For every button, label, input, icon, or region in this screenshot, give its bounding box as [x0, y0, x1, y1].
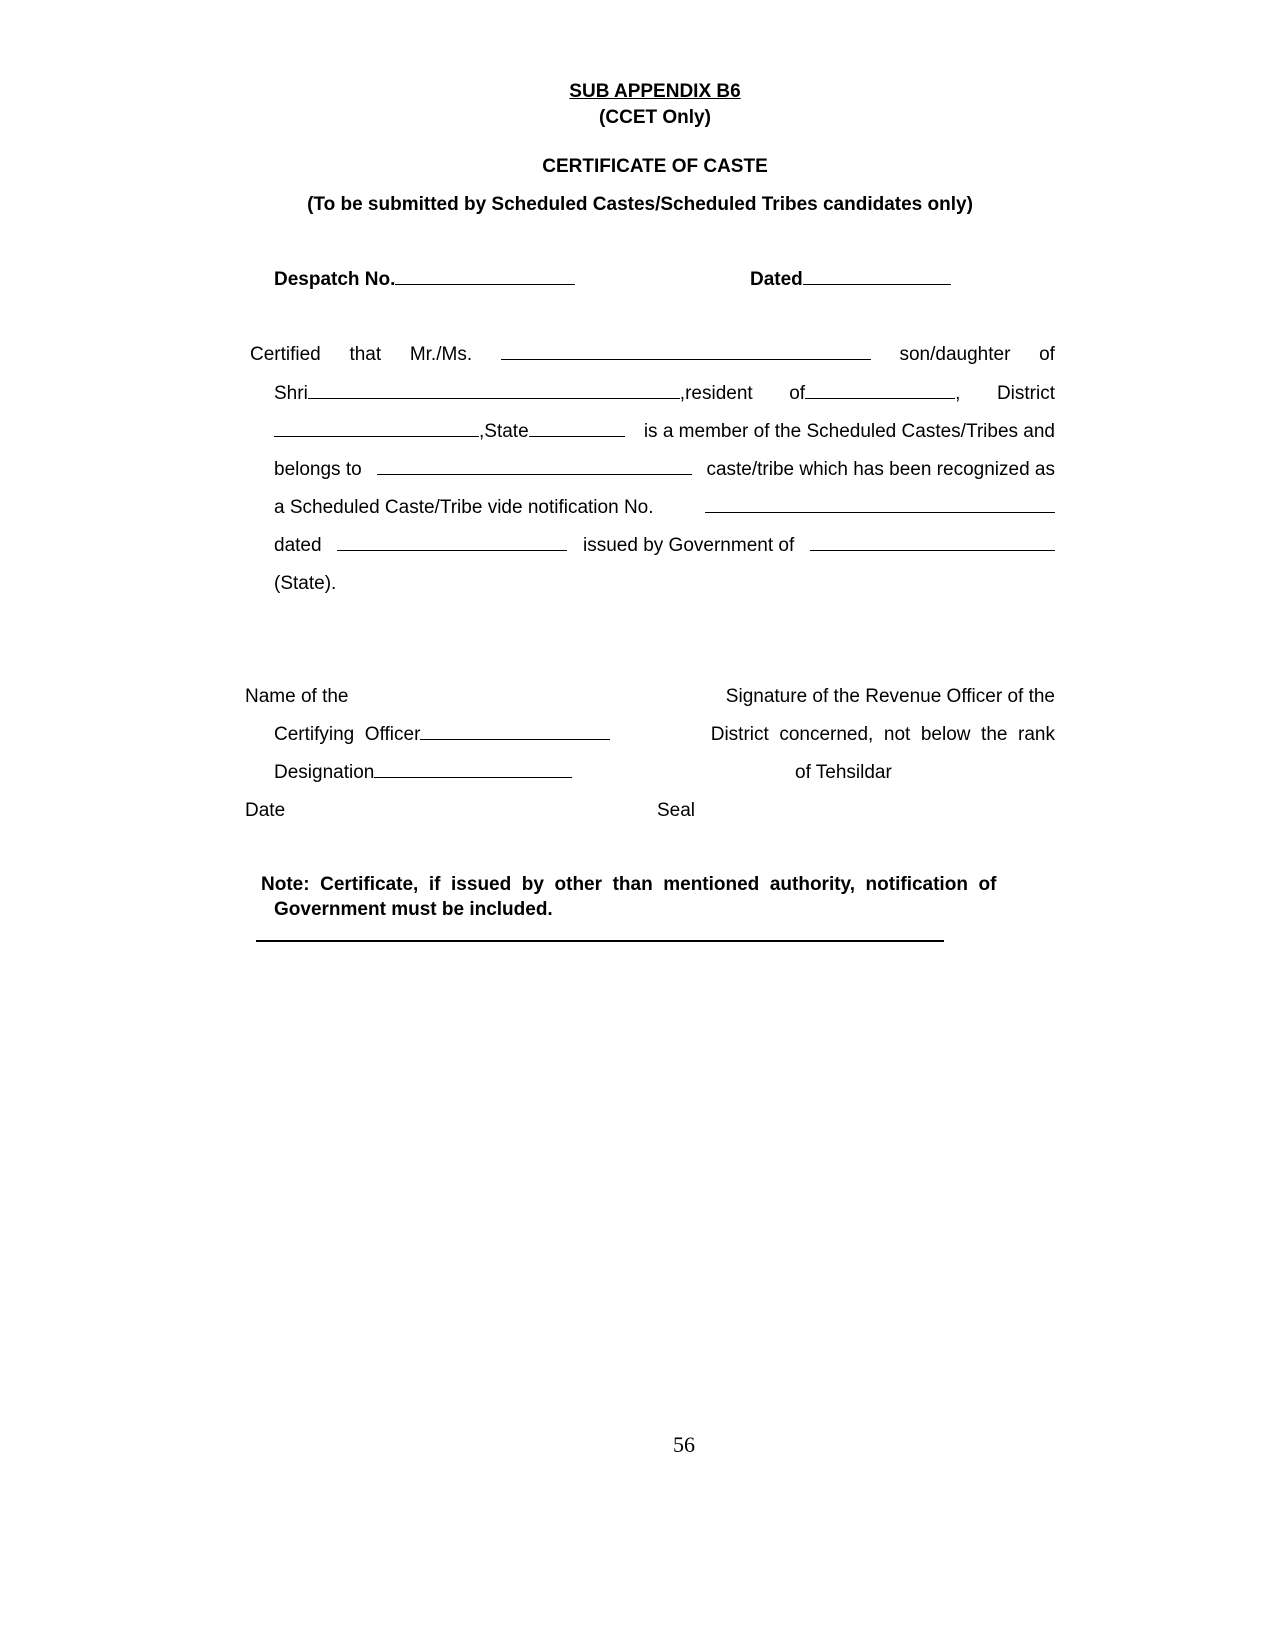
instruction-text: (To be submitted by Scheduled Castes/Scheduled Tribes candidates only) [307, 194, 973, 215]
horizontal-rule [256, 940, 944, 942]
government-blank [810, 534, 1055, 551]
member-text: is a member of the Scheduled Castes/Tribes and [643, 421, 1055, 442]
body-line-2 [274, 382, 1055, 406]
notification-date-blank [337, 534, 567, 551]
issued-by-text: issued by Government of [583, 535, 795, 556]
signature-line-1: Signature of the Revenue Officer of the [725, 686, 1055, 707]
residence-blank [805, 382, 955, 399]
state-blank [529, 420, 625, 437]
mr-ms-word: Mr./Ms. [409, 344, 473, 365]
notification-no-blank [705, 496, 1055, 513]
designation-field [274, 761, 572, 785]
caste-blank [377, 458, 692, 475]
name-of-the-label: Name of the [245, 686, 349, 707]
certifying-officer-blank [420, 723, 610, 740]
appendix-subtitle: (CCET Only) [599, 107, 711, 128]
despatch-no-field [274, 268, 575, 292]
body-line-1 [250, 343, 1055, 367]
signature-line-3: of Tehsildar [795, 762, 892, 783]
note-line-1: Note: Certificate, if issued by other than mentioned authority, notification of [261, 874, 997, 895]
seal-label: Seal [657, 800, 696, 821]
body-line-6 [274, 534, 1055, 558]
district-blank [274, 420, 479, 437]
notification-text: a Scheduled Caste/Tribe vide notification No. [274, 497, 654, 518]
that-word: that [349, 344, 382, 365]
designation-blank [374, 761, 572, 778]
certified-word: Certified [250, 344, 321, 365]
note-line-2: Government must be included. [274, 899, 553, 920]
candidate-name-blank [501, 343, 871, 360]
signature-line-2: District concerned, not below the rank [710, 724, 1055, 745]
of-word: of [1039, 344, 1055, 365]
certifying-officer-field [274, 723, 610, 747]
of-word-2: of [789, 383, 806, 404]
dated-blank [803, 268, 951, 285]
belongs-to-text: belongs to [274, 459, 362, 480]
body-line-4 [274, 458, 1055, 482]
certifying-officer-label: Certifying Officer [274, 724, 421, 745]
despatch-no-label: Despatch No. [274, 269, 396, 290]
shri-word: Shri [274, 383, 308, 404]
despatch-no-blank [395, 268, 575, 285]
district-word: District [996, 383, 1055, 404]
body-line-5 [274, 496, 1055, 520]
date-label: Date [245, 800, 286, 821]
state-word: ,State [479, 421, 529, 442]
son-daughter-word: son/daughter [899, 344, 1011, 365]
dated-label: Dated [750, 269, 803, 290]
resident-word: ,resident [679, 383, 753, 404]
dated-field [750, 268, 951, 292]
father-name-blank [308, 382, 680, 399]
certificate-title: CERTIFICATE OF CASTE [542, 156, 768, 177]
recognized-text: caste/tribe which has been recognized as [706, 459, 1055, 480]
dated-word: dated [274, 535, 322, 556]
comma-char: , [955, 383, 961, 404]
page-number: 56 [673, 1432, 695, 1457]
state-end-text: (State). [274, 573, 337, 594]
designation-label: Designation [274, 762, 375, 783]
body-line-3 [274, 420, 1055, 444]
appendix-title: SUB APPENDIX B6 [569, 81, 741, 102]
